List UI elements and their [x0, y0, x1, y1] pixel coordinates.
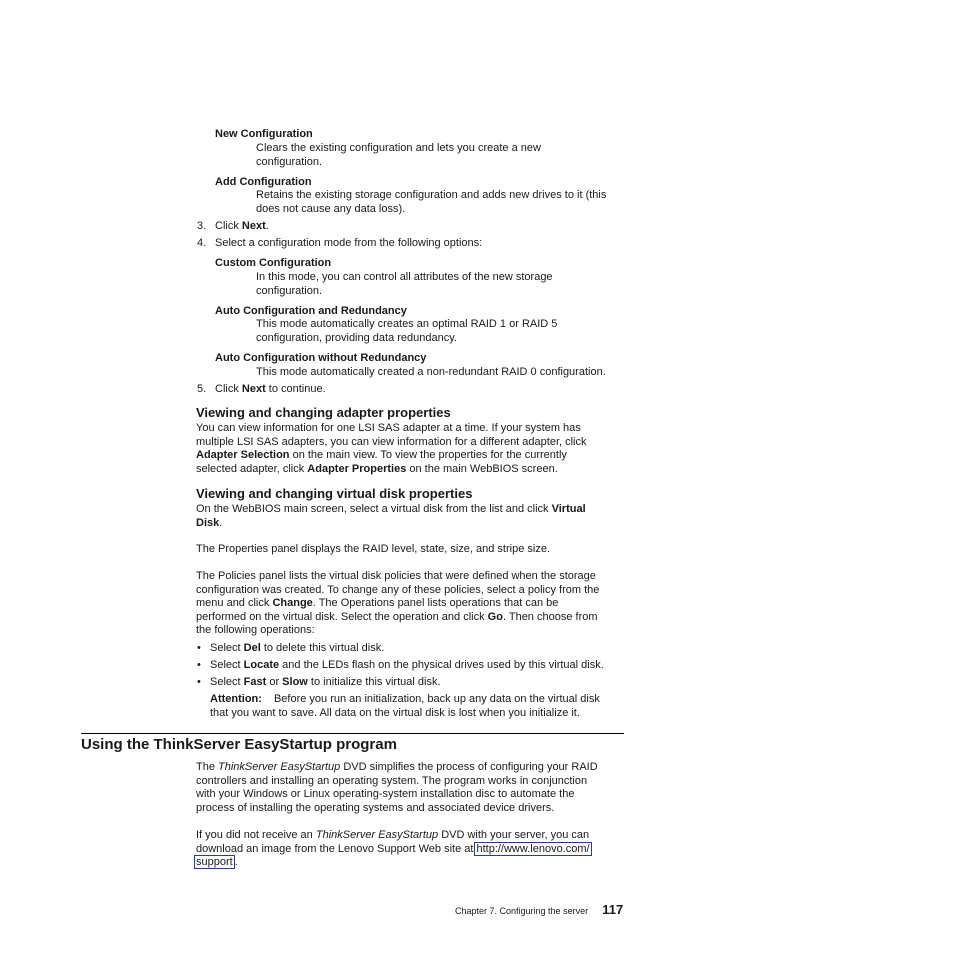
section-divider — [81, 733, 624, 734]
text: . The Operations panel lists operations that can be — [312, 597, 559, 610]
term-auto-redundancy: Auto Configuration and Redundancy — [215, 305, 407, 317]
list-item — [210, 676, 441, 690]
attention-note — [210, 693, 600, 720]
page-footer — [455, 903, 623, 919]
desc-line: In this mode, you can control all attributes of the new storage — [256, 271, 553, 283]
text-line — [196, 761, 598, 775]
text: Select — [210, 642, 244, 654]
lenovo-support-link[interactable]: http://www.lenovo.com/ — [476, 842, 590, 855]
desc-line: configuration, providing data redundancy. — [256, 331, 457, 344]
text-line: controllers and installing an operating system. The program works in conjunction — [196, 774, 588, 787]
text: Click — [215, 383, 242, 395]
adapter-paragraph — [196, 422, 587, 476]
text: Select — [210, 659, 244, 671]
term-new-configuration: New Configuration — [215, 128, 313, 140]
text: on the main view. To view the properties for the currently — [289, 449, 567, 462]
easystartup-paragraph-2 — [196, 829, 592, 870]
text: performed on the virtual disk. Select the operation and click — [196, 610, 488, 623]
bold-text: Disk — [196, 516, 220, 529]
text-line: that you want to save. All data on the virtual disk is lost when you initialize it. — [210, 706, 580, 719]
desc-line: Retains the existing storage configuration and adds new drives to it (this — [256, 189, 607, 201]
step-number: 5. — [197, 383, 207, 395]
vdisk-paragraph-1 — [196, 503, 586, 530]
text: Select — [210, 676, 244, 688]
attention-label: Attention: — [210, 693, 262, 705]
text-line — [196, 449, 587, 463]
text-line — [196, 611, 599, 625]
bold-text: Go — [487, 610, 503, 623]
heading-adapter-properties: Viewing and changing adapter properties — [196, 405, 451, 420]
lenovo-support-link-continued[interactable]: support — [196, 856, 233, 869]
term-add-configuration: Add Configuration — [215, 176, 312, 188]
text-line — [196, 503, 586, 517]
bold-text: Adapter Properties — [307, 462, 407, 475]
list-item — [210, 659, 604, 673]
bold-text: Locate — [243, 659, 280, 671]
desc-auto-redundancy — [256, 318, 557, 345]
text: DVD simplifies the process of configuring your RAID — [340, 761, 598, 773]
text-line — [196, 829, 592, 843]
step-4-text: Select a configuration mode from the following options: — [215, 237, 483, 249]
desc-line: configuration. — [256, 284, 323, 297]
desc-line: This mode automatically creates an optimal RAID 1 or RAID 5 — [256, 318, 558, 330]
text-line: The Policies panel lists the virtual disk policies that were defined when the storage — [196, 570, 596, 582]
bold-text: Next — [241, 220, 266, 232]
footer-chapter: Chapter 7. Configuring the server — [455, 906, 589, 916]
step-number: 3. — [197, 220, 207, 232]
text: menu and click — [196, 597, 273, 610]
text-line — [196, 843, 592, 857]
desc-line: configuration. — [256, 155, 323, 168]
desc-new-configuration — [256, 142, 541, 169]
step-5-text — [215, 383, 326, 397]
text-line: configuration was created. To change any of these policies, select a policy from the — [196, 583, 600, 596]
text: . — [219, 516, 223, 529]
text: and the LEDs flash on the physical drives used by this virtual disk. — [279, 659, 604, 671]
text: download an image from the Lenovo Support Web site at — [196, 842, 477, 855]
text-line — [196, 597, 599, 611]
text-line: with your Windows or Linux operating-system installation disc to automate the — [196, 788, 575, 801]
step-3-text — [215, 220, 269, 234]
text-line — [210, 693, 600, 707]
text-line — [196, 463, 587, 477]
desc-add-configuration — [256, 189, 606, 216]
bold-text: Slow — [282, 676, 308, 688]
text: to delete this virtual disk. — [260, 642, 385, 654]
text: The — [196, 761, 219, 773]
text: to continue. — [265, 383, 326, 395]
heading-easystartup: Using the ThinkServer EasyStartup program — [81, 736, 397, 753]
vdisk-paragraph-3 — [196, 570, 599, 638]
text: If you did not receive an — [196, 829, 316, 841]
text: On the WebBIOS main screen, select a virtual disk from the list and click — [196, 503, 552, 515]
text: or — [266, 676, 283, 688]
page-number: 117 — [602, 902, 624, 917]
bold-text: Virtual — [551, 503, 586, 515]
desc-custom-configuration — [256, 271, 553, 298]
text: to initialize this virtual disk. — [307, 676, 441, 688]
text: selected adapter, click — [196, 462, 308, 475]
text: Before you run an initialization, back up any data on the virtual disk — [273, 693, 600, 705]
text-line: process of installing the operating systems and associated device drivers. — [196, 801, 555, 814]
text-line: multiple LSI SAS adapters, you can view information for a different adapter, click — [196, 435, 587, 448]
vdisk-paragraph-2: The Properties panel displays the RAID level, state, size, and stripe size. — [196, 543, 551, 555]
text-line: the following operations: — [196, 624, 315, 637]
bold-text: Next — [241, 383, 266, 395]
bold-text: Change — [272, 597, 313, 610]
text: . — [234, 856, 238, 869]
text: DVD with your server, you can — [438, 829, 590, 841]
text: on the main WebBIOS screen. — [406, 462, 558, 475]
desc-line: does not cause any data loss). — [256, 202, 406, 215]
italic-text: ThinkServer EasyStartup — [218, 761, 341, 773]
easystartup-paragraph-1 — [196, 761, 598, 815]
list-item — [210, 642, 384, 656]
text: . — [265, 220, 269, 232]
text: Click — [215, 220, 242, 232]
desc-auto-no-redundancy: This mode automatically created a non-redundant RAID 0 configuration. — [256, 366, 606, 378]
desc-line: Clears the existing configuration and lets you create a new — [256, 142, 541, 154]
text-line — [196, 856, 592, 870]
bold-text: Del — [243, 642, 261, 654]
text-line — [196, 517, 586, 531]
step-number: 4. — [197, 237, 207, 249]
bold-text: Adapter Selection — [196, 449, 290, 462]
text-line: You can view information for one LSI SAS adapter at a time. If your system has — [196, 422, 581, 434]
italic-text: ThinkServer EasyStartup — [315, 829, 439, 841]
text: . Then choose from — [502, 610, 598, 623]
term-custom-configuration: Custom Configuration — [215, 257, 332, 269]
term-auto-no-redundancy: Auto Configuration without Redundancy — [215, 352, 427, 364]
heading-virtual-disk-properties: Viewing and changing virtual disk properties — [196, 486, 473, 501]
bold-text: Fast — [243, 676, 267, 688]
